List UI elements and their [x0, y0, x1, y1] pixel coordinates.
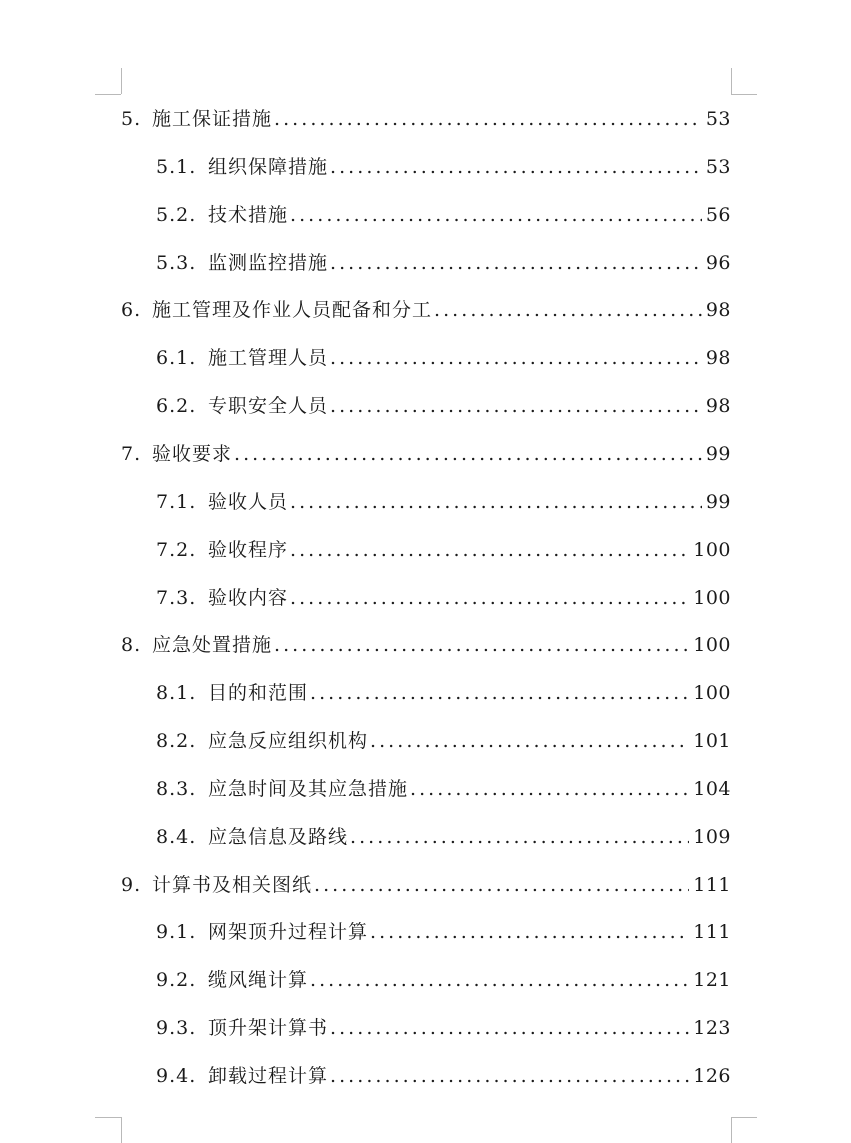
toc-dot-leader	[434, 286, 702, 334]
toc-entry-number: 5.1.	[156, 155, 197, 178]
toc-dot-leader	[290, 574, 689, 622]
toc-entry-title: 应急反应组织机构	[208, 730, 369, 753]
toc-dot-leader	[290, 191, 702, 239]
toc-entry[interactable]	[156, 143, 731, 191]
toc-entry[interactable]	[156, 334, 731, 382]
toc-dot-leader	[310, 956, 689, 1004]
toc-entry-page-number: 111	[693, 921, 731, 944]
toc-dot-leader	[274, 621, 689, 669]
toc-dot-leader	[290, 526, 689, 574]
toc-dot-leader	[330, 239, 702, 287]
toc-dot-leader	[370, 717, 689, 765]
toc-dot-leader	[350, 813, 689, 861]
toc-entry-page-number: 101	[693, 730, 731, 753]
toc-entry-number: 5.	[121, 108, 142, 130]
toc-entry-title: 应急处置措施	[152, 634, 273, 657]
toc-entry[interactable]	[156, 956, 731, 1004]
toc-entry-page-number: 99	[705, 442, 731, 465]
toc-entry-title: 专职安全人员	[208, 395, 329, 418]
toc-entry-page-number: 126	[693, 1065, 731, 1087]
toc-dot-leader	[330, 382, 702, 430]
crop-mark-top-right-h	[731, 94, 757, 95]
toc-entry-number: 8.1.	[156, 682, 197, 705]
crop-mark-top-left-h	[95, 94, 121, 95]
toc-entry-title: 施工管理人员	[208, 347, 329, 370]
toc-entry-title: 施工管理及作业人员配备和分工	[152, 299, 433, 322]
toc-entry-title: 验收程序	[208, 538, 289, 561]
toc-entry-number: 8.	[121, 634, 142, 657]
toc-entry-number: 8.2.	[156, 730, 197, 753]
toc-entry-page-number: 96	[705, 251, 731, 274]
toc-entry-title: 应急时间及其应急措施	[208, 777, 409, 800]
toc-dot-leader	[410, 765, 689, 813]
toc-entry[interactable]	[156, 669, 731, 717]
toc-entry-title: 验收人员	[208, 490, 289, 513]
toc-entry-page-number: 100	[693, 682, 731, 705]
toc-entry-number: 7.1.	[156, 490, 197, 513]
crop-mark-bottom-right-v	[731, 1117, 732, 1143]
toc-entry[interactable]	[156, 1052, 731, 1100]
crop-mark-bottom-left-h	[95, 1117, 121, 1118]
toc-entry-page-number: 98	[705, 347, 731, 370]
toc-entry[interactable]	[156, 765, 731, 813]
toc-entry[interactable]	[121, 621, 731, 669]
toc-entry-number: 7.	[121, 442, 142, 465]
toc-entry-page-number: 100	[693, 634, 731, 657]
toc-entry-title: 组织保障措施	[208, 155, 329, 178]
toc-entry[interactable]	[156, 813, 731, 861]
toc-entry[interactable]	[156, 239, 731, 287]
toc-entry-page-number: 98	[705, 299, 731, 322]
toc-entry[interactable]	[121, 430, 731, 478]
toc-entry-number: 9.1.	[156, 921, 197, 944]
toc-entry[interactable]	[156, 191, 731, 239]
toc-dot-leader	[330, 1052, 689, 1100]
toc-entry[interactable]	[121, 95, 731, 143]
toc-entry[interactable]	[156, 574, 731, 622]
toc-entry-page-number: 121	[693, 969, 731, 992]
toc-entry-number: 7.2.	[156, 538, 197, 561]
toc-entry-page-number: 109	[693, 825, 731, 848]
toc-entry-page-number: 100	[693, 538, 731, 561]
toc-entry[interactable]	[156, 908, 731, 956]
toc-entry-number: 8.4.	[156, 825, 197, 848]
toc-entry[interactable]	[156, 382, 731, 430]
crop-mark-bottom-left-v	[121, 1117, 122, 1143]
toc-entry-number: 6.	[121, 299, 142, 322]
toc-dot-leader	[290, 478, 702, 526]
toc-entry-page-number: 123	[693, 1017, 731, 1040]
toc-entry-title: 计算书及相关图纸	[152, 873, 313, 896]
toc-entry-page-number: 99	[705, 490, 731, 513]
toc-entry-page-number: 53	[705, 155, 731, 178]
toc-dot-leader	[370, 908, 689, 956]
toc-entry[interactable]	[156, 478, 731, 526]
toc-entry-title: 验收内容	[208, 586, 289, 609]
toc-entry-title: 卸载过程计算	[208, 1065, 329, 1087]
toc-entry-title: 监测监控措施	[208, 251, 329, 274]
crop-mark-top-left-v	[121, 68, 122, 94]
toc-entry-number: 9.4.	[156, 1065, 197, 1087]
toc-entry-title: 顶升架计算书	[208, 1017, 329, 1040]
toc-entry-page-number: 111	[693, 873, 731, 896]
toc-entry-page-number: 53	[705, 108, 731, 130]
toc-entry-title: 施工保证措施	[152, 108, 273, 130]
toc-entry-page-number: 98	[705, 395, 731, 418]
toc-entry-title: 应急信息及路线	[208, 825, 349, 848]
toc-entry-title: 缆风绳计算	[208, 969, 309, 992]
toc-entry-number: 9.2.	[156, 969, 197, 992]
toc-entry-page-number: 56	[705, 203, 731, 226]
toc-entry-title: 网架顶升过程计算	[208, 921, 369, 944]
crop-mark-top-right-v	[731, 68, 732, 94]
toc-dot-leader	[330, 334, 702, 382]
toc-entry-number: 7.3.	[156, 586, 197, 609]
toc-dot-leader	[330, 143, 702, 191]
toc-entry-number: 6.1.	[156, 347, 197, 370]
toc-entry-number: 6.2.	[156, 395, 197, 418]
crop-mark-bottom-right-h	[731, 1117, 757, 1118]
toc-entry-number: 5.2.	[156, 203, 197, 226]
toc-dot-leader	[330, 1004, 689, 1052]
toc-entry-title: 验收要求	[152, 442, 233, 465]
toc-entry-page-number: 104	[693, 777, 731, 800]
toc-entry-number: 5.3.	[156, 251, 197, 274]
toc-entry[interactable]	[156, 717, 731, 765]
toc-entry-number: 9.3.	[156, 1017, 197, 1040]
toc-entry[interactable]	[156, 526, 731, 574]
toc-dot-leader	[314, 861, 689, 909]
toc-entry-number: 9.	[121, 873, 142, 896]
toc-entry[interactable]	[156, 1004, 731, 1052]
toc-entry-page-number: 100	[693, 586, 731, 609]
toc-entry[interactable]	[121, 286, 731, 334]
toc-entry-number: 8.3.	[156, 777, 197, 800]
toc-dot-leader	[274, 95, 702, 143]
toc-dot-leader	[310, 669, 689, 717]
toc-entry-title: 技术措施	[208, 203, 289, 226]
toc-dot-leader	[234, 430, 702, 478]
toc-entry-title: 目的和范围	[208, 682, 309, 705]
toc-entry[interactable]	[121, 861, 731, 909]
